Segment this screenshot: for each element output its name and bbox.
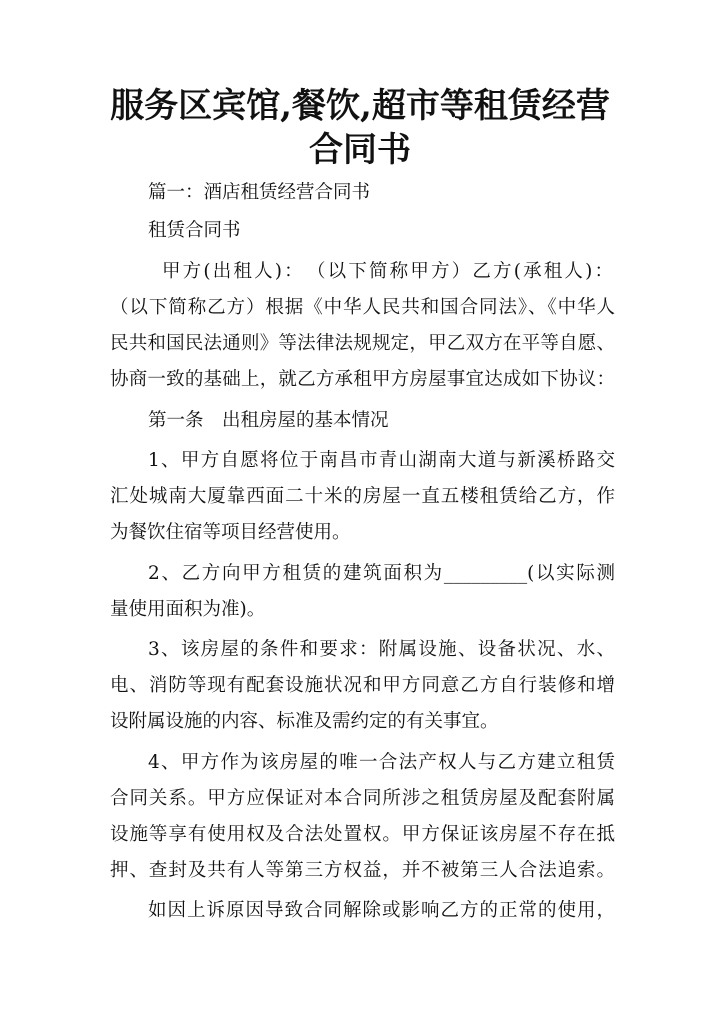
article-heading: 第一条 出租房屋的基本情况 [148, 410, 389, 431]
contract-subtitle: 租赁合同书 [148, 220, 241, 241]
party-line: 甲方(出租人)： （以下简称甲方）乙方(承租人)： [162, 261, 613, 282]
paragraph-line: 电、消防等现有配套设施状况和甲方同意乙方自行装修和增 [110, 675, 615, 696]
paragraph-line: 3、该房屋的条件和要求：附属设施、设备状况、水、 [148, 639, 615, 660]
paragraph-line: 1、甲方自愿将位于南昌市青山湖南大道与新溪桥路交 [148, 450, 615, 471]
paragraph-line: 2、乙方向甲方租赁的建筑面积为_________(以实际测 [148, 563, 615, 584]
paragraph-line: 设附属设施的内容、标准及需约定的有关事宜。 [110, 711, 499, 732]
paragraph-line: 民共和国民法通则》等法律法规规定，甲乙双方在平等自愿、 [110, 333, 615, 354]
paragraph-line: 押、查封及共有人等第三方权益，并不被第三人合法追索。 [110, 860, 615, 881]
document-title: 服务区宾馆,餐饮,超市等租赁经营合同书 [110, 86, 610, 170]
paragraph-line: 设施等享有使用权及合法处置权。甲方保证该房屋不存在抵 [110, 824, 615, 845]
paragraph-line: 协商一致的基础上，就乙方承租甲方房屋事宜达成如下协议： [110, 369, 615, 390]
paragraph-line: 量使用面积为准)。 [110, 599, 266, 620]
paragraph-line: 如因上诉原因导致合同解除或影响乙方的正常的使用， [148, 900, 615, 921]
paragraph-line: 4、甲方作为该房屋的唯一合法产权人与乙方建立租赁 [148, 752, 615, 773]
paragraph-line: 汇处城南大厦靠西面二十米的房屋一直五楼租赁给乙方，作 [110, 486, 615, 507]
paragraph-line: 合同关系。甲方应保证对本合同所涉之租赁房屋及配套附属 [110, 788, 615, 809]
paragraph-line: 为餐饮住宿等项目经营使用。 [110, 522, 351, 543]
paragraph-line: （以下简称乙方）根据《中华人民共和国合同法》、《中华人 [110, 297, 615, 318]
section-heading-article-1: 篇一：酒店租赁经营合同书 [148, 182, 371, 203]
